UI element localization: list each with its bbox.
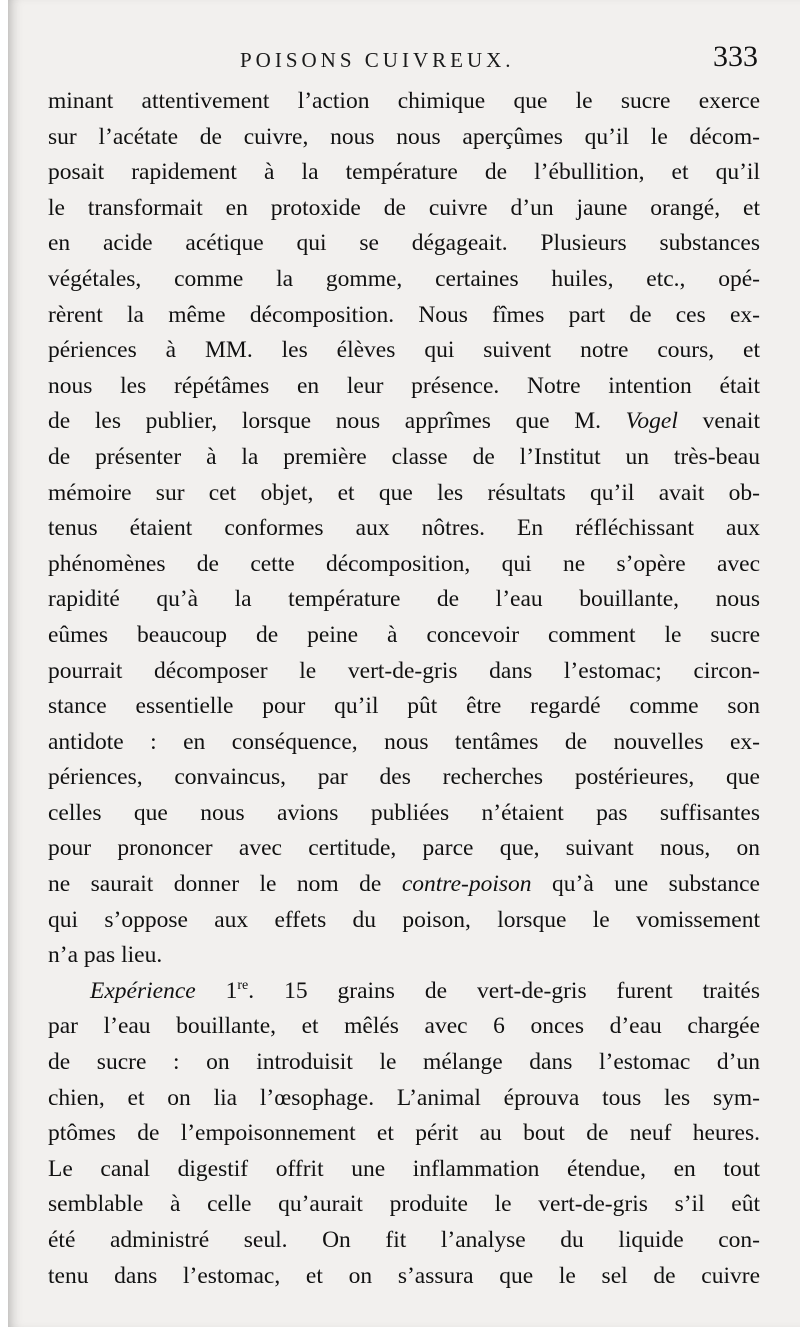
text-line: végétales, comme la gomme, certaines huiles, etc., opé- xyxy=(48,265,760,292)
text-line: par l’eau bouillante, et mêlés avec 6 onces d’eau chargée xyxy=(48,1013,760,1040)
text-line: phénomènes de cette décomposition, qui ne s’opère avec xyxy=(48,550,760,577)
text-line: pourrait décomposer le vert-de-gris dans l’estomac; circon- xyxy=(48,657,760,684)
text-line: Le canal digestif offrit une inflammation étendue, en tout xyxy=(48,1155,760,1182)
text-line: rapidité qu’à la température de l’eau bouillante, nous xyxy=(48,586,760,613)
text-line xyxy=(48,404,760,440)
page-number: 333 xyxy=(713,40,758,73)
text-line: pour prononcer avec certitude, parce que, suivant nous, on xyxy=(48,835,760,862)
term-contre-poison: contre-poison xyxy=(401,871,532,898)
text-segment: ne saurait donner le nom de xyxy=(48,871,402,898)
author-name-vogel: Vogel xyxy=(625,408,678,435)
experiment-number: 1 xyxy=(225,977,238,1004)
paragraph-2 xyxy=(48,974,760,1294)
text-line: eûmes beaucoup de peine à concevoir comment le sucre xyxy=(48,621,760,648)
text-line: mémoire sur cet objet, et que les résultats qu’il avait ob- xyxy=(48,479,760,506)
text-line: le transformait en protoxide de cuivre d’un jaune orangé, et xyxy=(48,194,760,221)
text-line: antidote : en conséquence, nous tentâmes de nouvelles ex- xyxy=(48,728,760,755)
text-line: qui s’oppose aux effets du poison, lorsque le vomissement xyxy=(48,906,760,933)
text-line: minant attentivement l’action chimique que le sucre exerce xyxy=(48,88,760,114)
body-text xyxy=(48,84,760,1294)
paragraph-1 xyxy=(48,84,760,974)
experiment-label: Expérience xyxy=(90,977,196,1004)
text-line: de sucre : on introduisit le mélange dans l’estomac d’un xyxy=(48,1049,760,1076)
text-line: stance essentielle pour qu’il pût être regardé comme son xyxy=(48,693,760,720)
page-header xyxy=(8,42,800,82)
text-line xyxy=(48,867,760,903)
text-line: été administré seul. On fit l’analyse du liquide con- xyxy=(48,1227,760,1253)
text-line: tenu dans l’estomac, et on s’assura que le sel de cuivre xyxy=(48,1262,760,1289)
text-line: ptômes de l’empoisonnement et périt au bout de neuf heures. xyxy=(48,1120,760,1147)
experiment-heading-line xyxy=(48,974,760,1010)
text-segment: venait xyxy=(677,408,760,435)
text-segment: . 15 grains de vert-de-gris furent traités xyxy=(248,977,760,1004)
text-line: rèrent la même décomposition. Nous fîmes part de ces ex- xyxy=(48,301,760,328)
text-segment: de les publier, lorsque nous apprîmes que M. xyxy=(48,408,626,435)
ordinal-suffix: re xyxy=(237,977,249,993)
book-page xyxy=(8,0,800,1327)
text-line: sur l’acétate de cuivre, nous nous aperçûmes qu’il le décom- xyxy=(48,123,760,150)
text-line: en acide acétique qui se dégageait. Plusieurs substances xyxy=(48,230,760,257)
text-line: posait rapidement à la température de l’ébullition, et qu’il xyxy=(48,159,760,186)
text-line: n’a pas lieu. xyxy=(48,942,163,969)
text-segment: qu’à une substance xyxy=(531,871,760,898)
text-line: celles que nous avions publiées n’étaient pas suffisantes xyxy=(48,799,760,826)
text-line: de présenter à la première classe de l’Institut un très-beau xyxy=(48,443,760,470)
text-line: semblable à celle qu’aurait produite le vert-de-gris s’il eût xyxy=(48,1191,760,1218)
text-line: chien, et on lia l’œsophage. L’animal éprouva tous les sym- xyxy=(48,1084,760,1111)
text-line: périences, convaincus, par des recherches postérieures, que xyxy=(48,764,760,791)
text-line: nous les répétâmes en leur présence. Notre intention était xyxy=(48,372,760,399)
text-line: tenus étaient conformes aux nôtres. En réfléchissant aux xyxy=(48,515,760,542)
text-line: périences à MM. les élèves qui suivent notre cours, et xyxy=(48,337,760,364)
running-head: POISONS CUIVREUX. xyxy=(240,48,515,72)
